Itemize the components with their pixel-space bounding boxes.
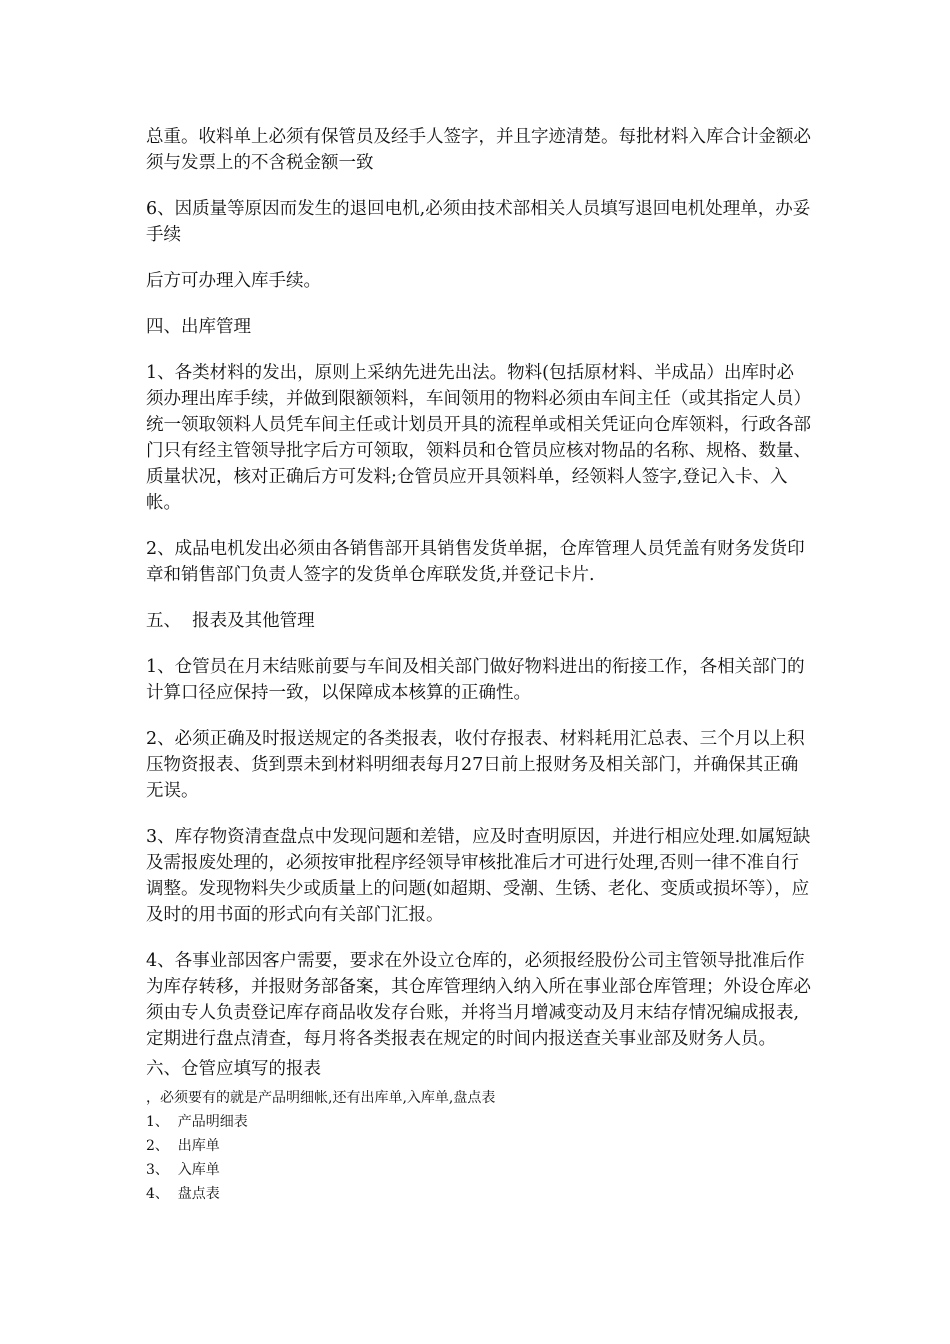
paragraph-returned-motors: 6、因质量等原因而发生的退回电机,必须由技术部相关人员填写退回电机处理单，办妥手续 (146, 199, 811, 245)
paragraph-reports-4: 4、各事业部因客户需要，要求在外设立仓库的，必须报经股份公司主管领导批准后作为库存转移，并报财务部备案，其仓库管理纳入纳入所在事业部仓库管理；外设仓库必须由专人负责登记库存商品收发存台账，并将当月增减变动及月末结存情况编成报表,定期进行盘点清查，每月将各类报表在规定的时间内报送查关事业部及财务人员。 (146, 951, 811, 1049)
list-item: 2、 出库单 (146, 1138, 220, 1154)
paragraph-reports-3: 3、库存物资清查盘点中发现问题和差错，应及时查明原因，并进行相应处理.如属短缺及需报废处理的，必须按审批程序经领导审核批准后才可进行处理,否则一律不准自行调整。发现物料失少或质量上的问题(如超期、受潮、生锈、老化、变质或损坏等），应及时的用书面的形式向有关部门汇报。 (146, 827, 811, 925)
note-required-forms: ，必须要有的就是产品明细帐,还有出库单,入库单,盘点表 (146, 1090, 496, 1106)
paragraph-reports-2: 2、必须正确及时报送规定的各类报表，收付存报表、材料耗用汇总表、三个月以上积压物资报表、货到票未到材料明细表每月27日前上报财务及相关部门，并确保其正确无误。 (146, 729, 805, 801)
section-heading-outbound: 四、出库管理 (146, 317, 251, 337)
list-item: 3、 入库单 (146, 1162, 220, 1178)
list-item: 4、 盘点表 (146, 1186, 220, 1202)
paragraph-returned-motors-cont: 后方可办理入库手续。 (146, 271, 321, 291)
section-heading-forms: 六、仓管应填写的报表 (146, 1059, 321, 1079)
paragraph-outbound-1: 1、各类材料的发出，原则上采纳先进先出法。物料(包括原材料、半成品）出库时必须办理出库手续，并做到限额领料，车间领用的物料必须由车间主任（或其指定人员）统一领取领料人员凭车间主任或计划员开具的流程单或相关凭证向仓库领料，行政各部门只有经主管领导批字后方可领取，领料员和仓管员应核对物品的名称、规格、数量、质量状况，核对正确后方可发料;仓管员应开具领料单，经领料人签字,登记入卡、入帐。 (146, 363, 811, 513)
paragraph-outbound-2: 2、成品电机发出必须由各销售部开具销售发货单据，仓库管理人员凭盖有财务发货印章和销售部门负责人签字的发货单仓库联发货,并登记卡片. (146, 539, 805, 585)
paragraph-reports-1: 1、仓管员在月末结账前要与车间及相关部门做好物料进出的衔接工作，各相关部门的计算口径应保持一致，以保障成本核算的正确性。 (146, 657, 805, 703)
document-body (146, 124, 811, 1206)
paragraph-receipt-weight: 总重。收料单上必须有保管员及经手人签字，并且字迹清楚。每批材料入库合计金额必须与发票上的不含税金额一致 (146, 127, 811, 173)
list-item: 1、 产品明细表 (146, 1114, 248, 1130)
section-heading-reports: 五、 报表及其他管理 (146, 611, 315, 631)
